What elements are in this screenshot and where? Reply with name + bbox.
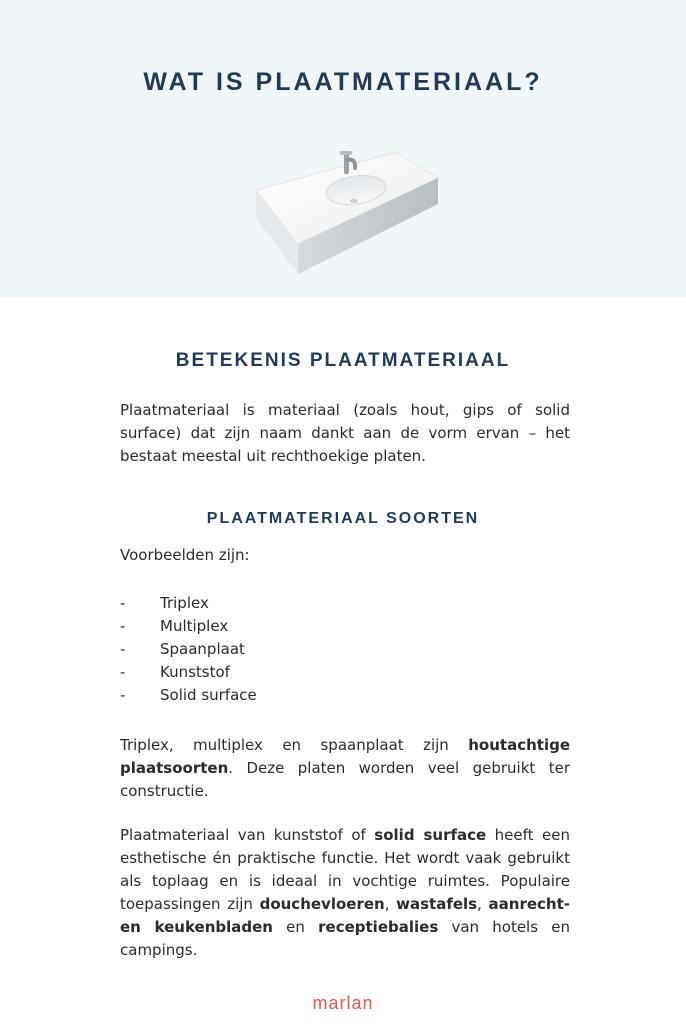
paragraph-houtachtig [120, 734, 570, 803]
marlan-logo: marlan [312, 993, 374, 1013]
page-title: WAT IS PLAATMATERIAAL? [143, 68, 543, 96]
paragraph-kunststof [120, 824, 570, 962]
text-run: , [384, 895, 397, 913]
text-run: Triplex, multiplex en spaanplaat zijn [120, 736, 469, 754]
bold-text-run: wastafels [396, 895, 478, 913]
list-item [120, 684, 420, 707]
bold-text-run: solid surface [374, 826, 487, 844]
list-intro: Voorbeelden zijn: [120, 546, 250, 564]
list-item [120, 592, 420, 615]
text-run: en [272, 918, 319, 936]
list-marker: - [120, 686, 126, 704]
text-run: van hotels en campings. [120, 918, 570, 959]
text-run: Plaatmateriaal van kunststof of [120, 826, 375, 844]
washbasin-illustration-icon [248, 146, 440, 282]
text-run: . Deze platen worden veel gebruikt ter constructie. [120, 759, 570, 800]
list-item-label: Triplex [160, 594, 209, 612]
bold-text-run: houtachtige plaatsoorten [120, 736, 570, 777]
section-heading-betekenis: BETEKENIS PLAATMATERIAAL [175, 350, 511, 371]
list-item-label: Multiplex [160, 617, 229, 635]
section-text-betekenis: Plaatmateriaal is materiaal (zoals hout, gips of solid surface) dat zijn naam dankt aan de vorm ervan – het bestaat meestal uit rechthoekige platen. [120, 401, 570, 465]
material-list [120, 592, 420, 707]
list-marker: - [120, 617, 126, 635]
list-item [120, 638, 420, 661]
list-item-label: Kunststof [160, 663, 230, 681]
list-item-label: Spaanplaat [160, 640, 245, 658]
bold-text-run: receptiebalies [318, 918, 439, 936]
hero-banner [0, 0, 686, 297]
list-marker: - [120, 640, 126, 658]
text-run: , [477, 895, 489, 913]
list-marker: - [120, 594, 126, 612]
bold-text-run: douchevloeren [259, 895, 385, 913]
text-run: heeft een esthetische én praktische functie. Het wordt vaak gebruikt als toplaag en is ideaal in vochtige ruimtes. Populaire toepassingen zijn [120, 826, 570, 913]
list-marker: - [120, 663, 126, 681]
list-item-label: Solid surface [160, 686, 257, 704]
list-item [120, 661, 420, 684]
list-item [120, 615, 420, 638]
bold-text-run: aanrecht- en keukenbladen [120, 895, 570, 936]
section-heading-soorten: PLAATMATERIAAL SOORTEN [206, 510, 480, 527]
